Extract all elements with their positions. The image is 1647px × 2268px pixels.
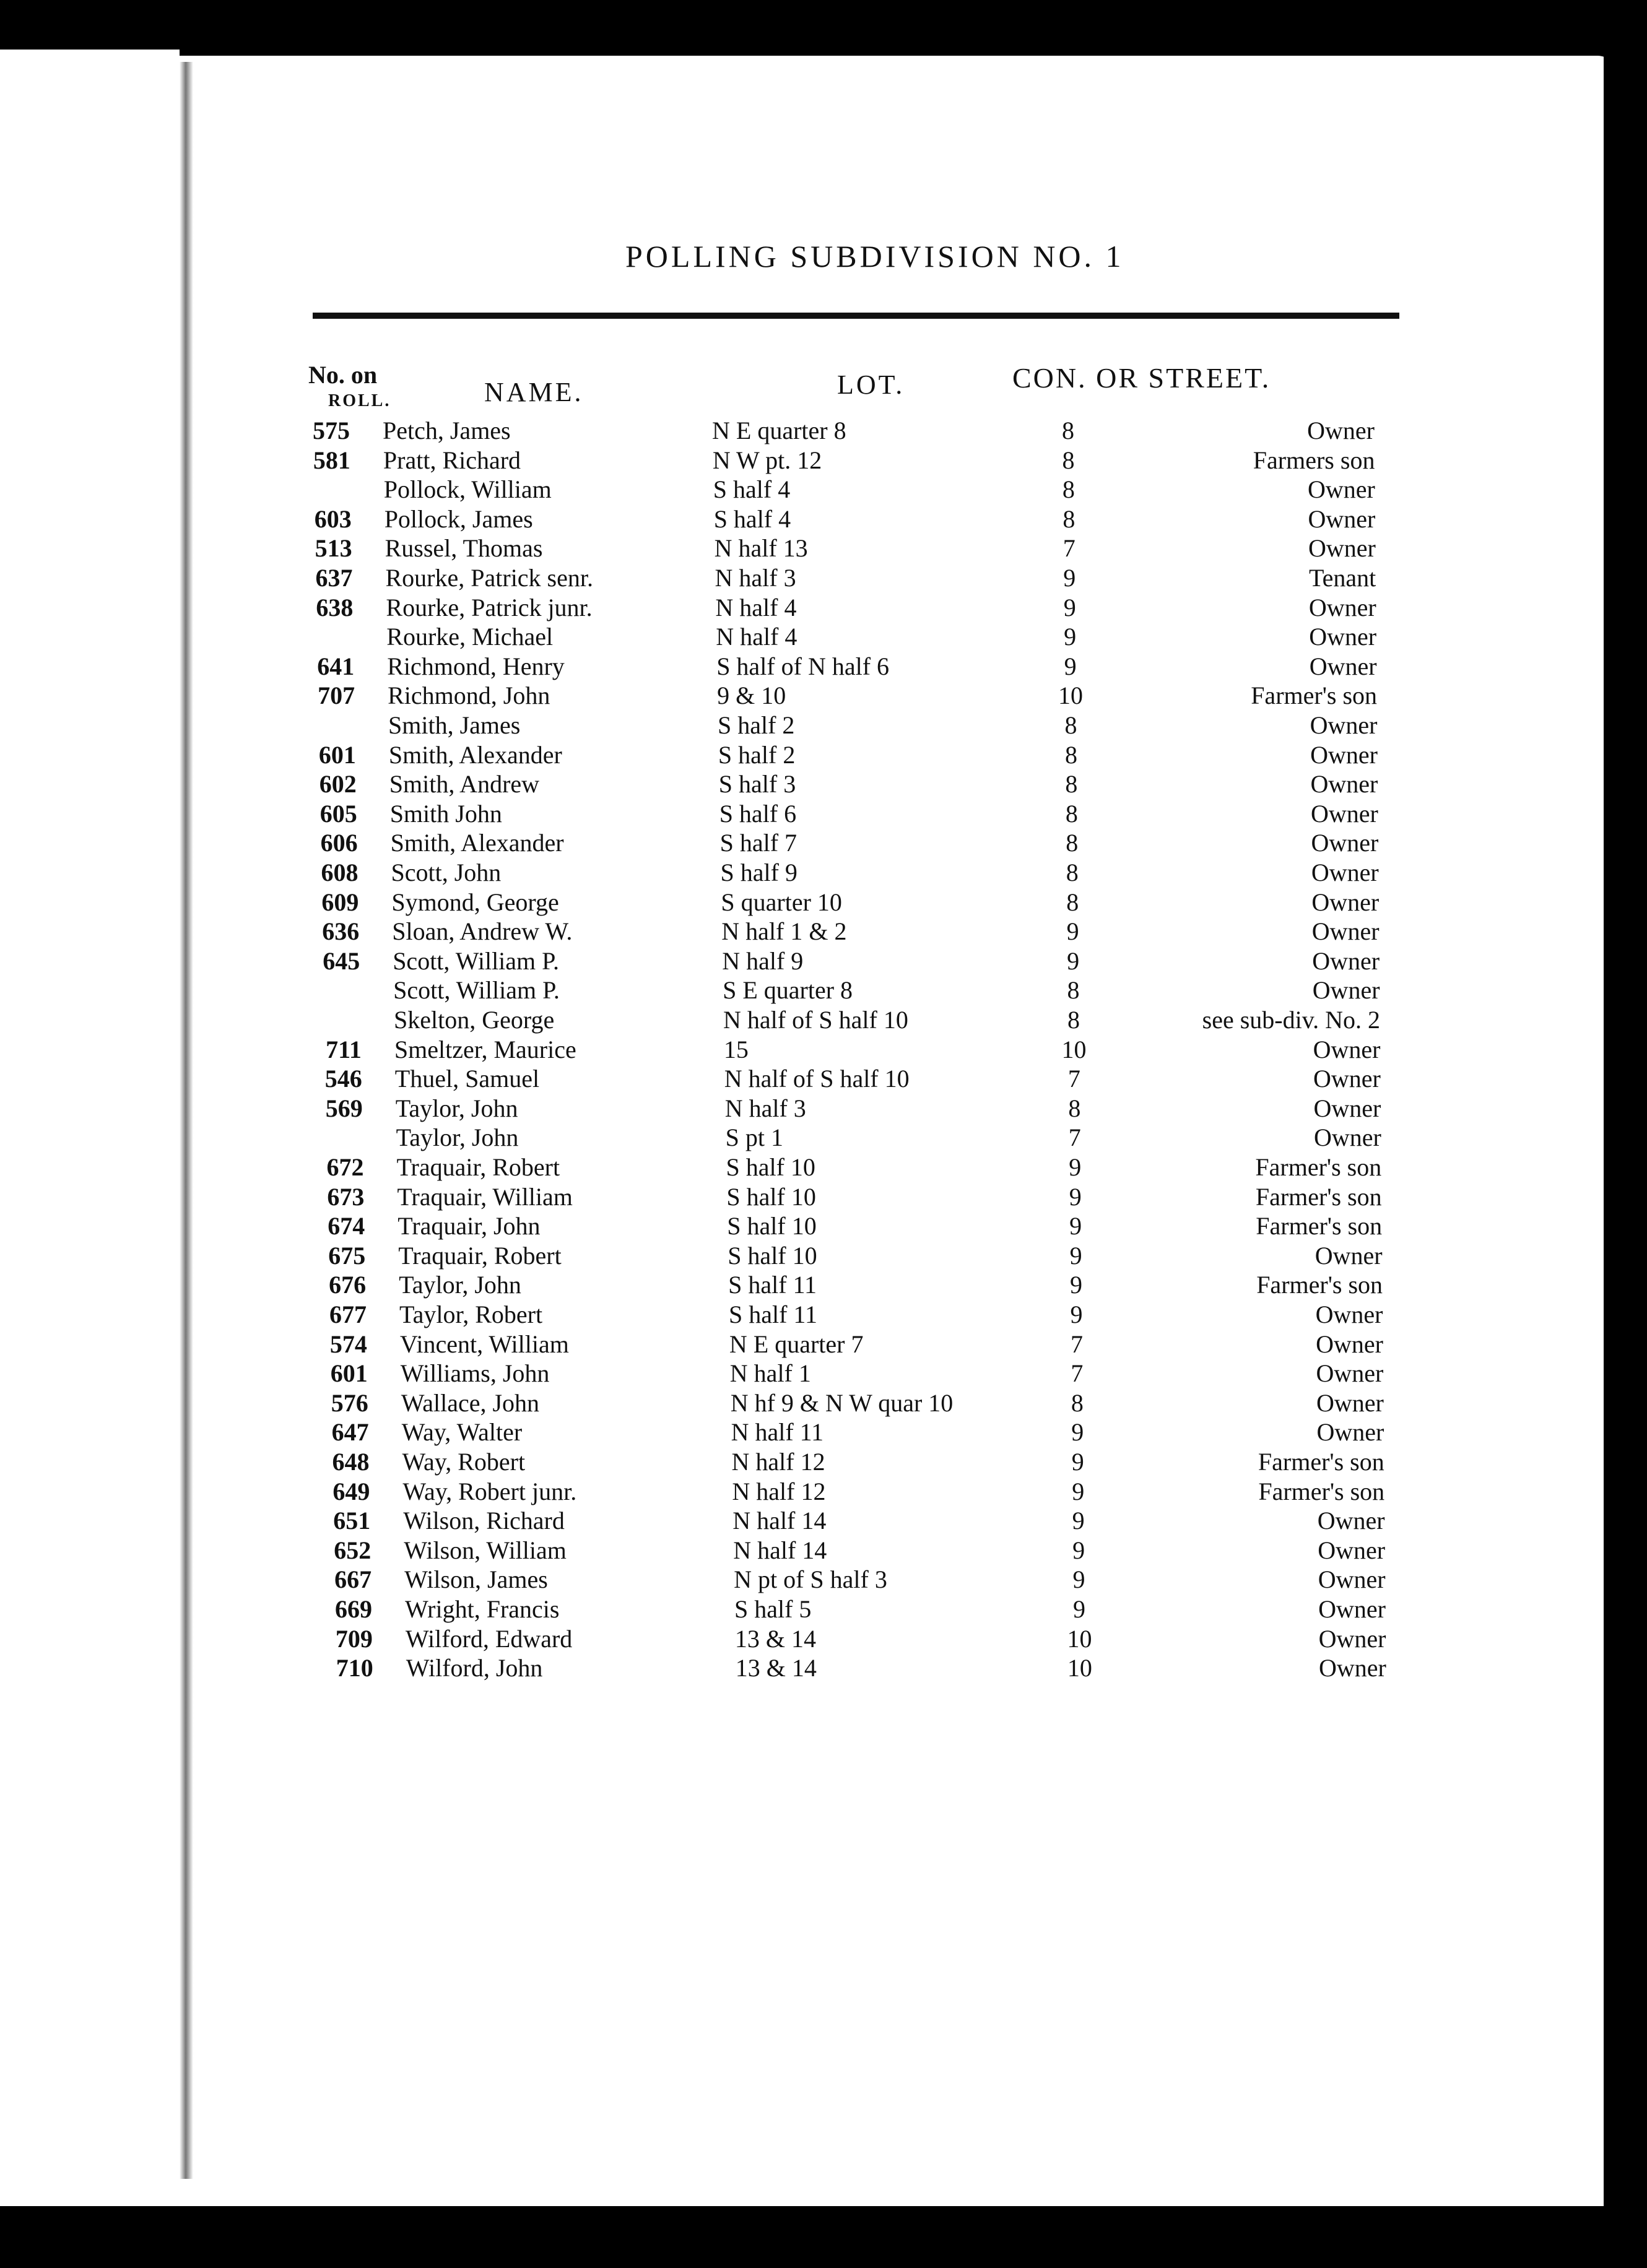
roll-cell: 673 xyxy=(327,1182,365,1211)
roll-cell: 707 xyxy=(318,682,355,710)
roll-cell: 676 xyxy=(329,1271,367,1299)
occupation-cell: Owner xyxy=(1317,1507,1385,1535)
lot-cell: N hf 9 & N W quar 10 xyxy=(730,1388,954,1417)
con-cell: 8 xyxy=(1067,976,1080,1005)
con-cell: 8 xyxy=(1064,740,1077,769)
lot-cell: S half 4 xyxy=(713,475,791,504)
occupation-cell: Owner xyxy=(1318,1595,1386,1623)
con-cell: 8 xyxy=(1066,829,1079,857)
table-row xyxy=(0,740,1647,770)
lot-cell: N half 14 xyxy=(732,1507,827,1535)
lot-cell: N pt of S half 3 xyxy=(734,1565,887,1594)
con-cell: 9 xyxy=(1071,1418,1084,1447)
roll-cell: 667 xyxy=(334,1565,372,1594)
occupation-cell: Owner xyxy=(1310,770,1378,799)
con-cell: 9 xyxy=(1070,1271,1083,1299)
occupation-cell: Owner xyxy=(1313,1123,1381,1152)
occupation-cell: Owner xyxy=(1315,1301,1383,1328)
occupation-cell: Owner xyxy=(1313,1035,1381,1063)
table-row xyxy=(0,1565,1647,1595)
con-cell: 8 xyxy=(1065,770,1078,799)
roll-cell: 606 xyxy=(320,829,358,857)
table-row xyxy=(0,946,1647,976)
occupation-cell: Farmers son xyxy=(1253,446,1375,474)
con-cell: 8 xyxy=(1067,1006,1080,1034)
lot-cell: 15 xyxy=(723,1035,749,1063)
occupation-cell: Owner xyxy=(1313,1065,1381,1093)
roll-cell: 601 xyxy=(330,1359,368,1388)
occupation-cell: Owner xyxy=(1308,504,1376,533)
table-row xyxy=(0,1653,1647,1683)
lot-cell: N half 1 xyxy=(729,1359,811,1388)
name-cell: Rourke, Patrick junr. xyxy=(386,593,593,621)
table-row xyxy=(0,534,1647,563)
roll-cell: 609 xyxy=(321,888,359,916)
con-cell: 10 xyxy=(1067,1654,1092,1682)
occupation-cell: Farmer's son xyxy=(1255,1182,1382,1211)
roll-cell: 674 xyxy=(328,1212,365,1240)
name-cell: Symond, George xyxy=(391,888,559,916)
name-cell: Wright, Francis xyxy=(405,1595,560,1623)
lot-cell: S pt 1 xyxy=(725,1123,783,1152)
table-row xyxy=(0,917,1647,946)
occupation-cell: Owner xyxy=(1309,623,1377,651)
table-row xyxy=(0,1359,1647,1388)
con-cell: 8 xyxy=(1071,1388,1084,1417)
roll-cell: 648 xyxy=(332,1448,370,1476)
table-row xyxy=(0,1300,1647,1330)
lot-cell: N half 3 xyxy=(715,564,796,592)
table-row xyxy=(0,976,1647,1005)
lot-cell: N half 3 xyxy=(724,1094,806,1122)
name-cell: Vincent, William xyxy=(399,1330,569,1358)
lot-cell: N W pt. 12 xyxy=(712,446,822,474)
occupation-cell: Owner xyxy=(1315,1241,1383,1270)
con-cell: 7 xyxy=(1071,1359,1084,1388)
table-row xyxy=(0,1123,1647,1153)
table-row xyxy=(0,711,1647,740)
scan-top-border xyxy=(0,0,1647,59)
table-row xyxy=(0,681,1647,711)
header-name: NAME. xyxy=(484,377,584,407)
table-row xyxy=(0,622,1647,652)
con-cell: 9 xyxy=(1064,652,1077,680)
occupation-cell: Owner xyxy=(1309,652,1377,680)
occupation-cell: Farmer's son xyxy=(1258,1477,1385,1505)
lot-cell: S half 10 xyxy=(728,1241,817,1270)
occupation-cell: Tenant xyxy=(1308,564,1376,592)
name-cell: Traquair, John xyxy=(398,1212,541,1240)
lot-cell: N E quarter 8 xyxy=(712,417,846,444)
roll-cell: 641 xyxy=(317,652,355,680)
lot-cell: S half 10 xyxy=(726,1153,815,1181)
occupation-cell: Owner xyxy=(1310,711,1378,739)
lot-cell: S half 9 xyxy=(720,859,797,886)
occupation-cell: Owner xyxy=(1308,593,1376,621)
roll-cell: 710 xyxy=(336,1654,373,1682)
lot-cell: S half 7 xyxy=(719,829,797,857)
con-cell: 9 xyxy=(1071,1448,1084,1476)
roll-cell: 605 xyxy=(319,799,357,828)
name-cell: Way, Walter xyxy=(401,1418,523,1447)
lot-cell: S half 2 xyxy=(718,711,795,739)
lot-cell: N half 14 xyxy=(733,1536,827,1564)
lot-cell: 13 & 14 xyxy=(734,1624,817,1653)
con-cell: 9 xyxy=(1070,1301,1083,1328)
occupation-cell: Owner xyxy=(1308,475,1375,504)
lot-cell: 9 & 10 xyxy=(717,682,786,710)
name-cell: Rourke, Michael xyxy=(386,623,554,651)
name-cell: Taylor, Robert xyxy=(399,1301,543,1328)
occupation-cell: Owner xyxy=(1308,534,1376,563)
occupation-cell: Owner xyxy=(1311,917,1380,946)
table-row xyxy=(0,1418,1647,1447)
con-cell: 9 xyxy=(1069,1241,1082,1270)
lot-cell: N half 13 xyxy=(714,534,808,563)
lot-cell: S half 4 xyxy=(713,504,791,533)
occupation-cell: Owner xyxy=(1319,1654,1386,1682)
table-row xyxy=(0,593,1647,623)
page-title: POLLING SUBDIVISION NO. 1 xyxy=(625,239,1124,274)
con-cell: 8 xyxy=(1066,888,1079,916)
name-cell: Way, Robert junr. xyxy=(402,1477,577,1505)
table-row xyxy=(0,1270,1647,1300)
roll-cell: 574 xyxy=(329,1330,367,1358)
title-rule xyxy=(313,313,1399,319)
lot-cell: S half of N half 6 xyxy=(716,652,890,680)
lot-cell: S half 3 xyxy=(718,770,796,799)
roll-cell: 675 xyxy=(328,1241,366,1270)
table-row xyxy=(0,1005,1647,1035)
header-roll-line1: No. on xyxy=(308,361,378,389)
roll-cell: 636 xyxy=(322,917,360,946)
name-cell: Smith, James xyxy=(388,711,521,739)
con-cell: 9 xyxy=(1072,1536,1085,1564)
occupation-cell: Owner xyxy=(1318,1624,1386,1653)
lot-cell: S half 2 xyxy=(718,740,796,769)
con-cell: 8 xyxy=(1062,475,1075,504)
occupation-cell: Farmer's son xyxy=(1255,1153,1382,1181)
con-cell: 7 xyxy=(1063,534,1076,563)
name-cell: Way, Robert xyxy=(402,1448,526,1476)
binding-hole xyxy=(505,38,518,52)
name-cell: Wallace, John xyxy=(401,1388,540,1417)
occupation-cell: Farmer's son xyxy=(1256,1212,1383,1240)
name-cell: Williams, John xyxy=(400,1359,550,1388)
name-cell: Smith, Andrew xyxy=(389,770,540,799)
name-cell: Taylor, John xyxy=(399,1271,521,1299)
occupation-cell: Owner xyxy=(1310,740,1378,769)
roll-cell: 638 xyxy=(316,593,354,621)
occupation-cell: Owner xyxy=(1311,859,1379,886)
table-row xyxy=(0,416,1647,446)
con-cell: 8 xyxy=(1065,799,1078,828)
roll-cell: 608 xyxy=(321,859,359,886)
lot-cell: N half 9 xyxy=(722,946,804,975)
name-cell: Pollock, James xyxy=(384,504,533,533)
lot-cell: N half 12 xyxy=(731,1448,825,1476)
name-cell: Wilson, William xyxy=(404,1536,567,1564)
occupation-cell: Owner xyxy=(1312,976,1380,1005)
header-roll-line2: ROLL. xyxy=(328,391,391,410)
roll-cell: 601 xyxy=(318,740,356,769)
name-cell: Smeltzer, Maurice xyxy=(394,1035,576,1063)
con-cell: 9 xyxy=(1067,946,1080,975)
occupation-cell: Farmer's son xyxy=(1258,1448,1384,1476)
con-cell: 9 xyxy=(1063,593,1076,621)
lot-cell: S E quarter 8 xyxy=(723,976,853,1005)
name-cell: Rourke, Patrick senr. xyxy=(385,564,593,592)
table-row xyxy=(0,1241,1647,1271)
roll-cell: 649 xyxy=(332,1477,370,1505)
occupation-cell: see sub-div. No. 2 xyxy=(1202,1006,1380,1034)
scan-bottom-border xyxy=(0,2206,1647,2268)
table-row xyxy=(0,652,1647,682)
header-lot: LOT. xyxy=(837,370,905,400)
con-cell: 10 xyxy=(1058,682,1084,710)
lot-cell: N half 11 xyxy=(731,1418,824,1447)
occupation-cell: Owner xyxy=(1307,417,1375,444)
table-row xyxy=(0,888,1647,917)
name-cell: Wilford, John xyxy=(406,1654,543,1682)
roll-cell: 651 xyxy=(333,1507,371,1535)
occupation-cell: Owner xyxy=(1310,799,1378,828)
con-cell: 8 xyxy=(1066,859,1079,886)
con-cell: 9 xyxy=(1073,1595,1085,1623)
lot-cell: N half 4 xyxy=(716,623,797,651)
roll-cell: 647 xyxy=(331,1418,369,1447)
name-cell: Traquair, Robert xyxy=(396,1153,560,1181)
table-row xyxy=(0,1330,1647,1359)
con-cell: 9 xyxy=(1072,1477,1085,1505)
con-cell: 8 xyxy=(1062,446,1075,474)
table-row xyxy=(0,504,1647,534)
lot-cell: S half 11 xyxy=(729,1301,817,1328)
name-cell: Sloan, Andrew W. xyxy=(392,917,573,946)
lot-cell: N half of S half 10 xyxy=(723,1006,908,1034)
table-row xyxy=(0,563,1647,593)
roll-cell: 581 xyxy=(313,446,350,474)
roll-cell: 575 xyxy=(313,417,350,444)
con-cell: 8 xyxy=(1063,504,1076,533)
table-row xyxy=(0,1094,1647,1123)
con-cell: 9 xyxy=(1063,564,1076,592)
name-cell: Taylor, John xyxy=(396,1123,519,1152)
occupation-cell: Owner xyxy=(1313,1094,1381,1122)
con-cell: 7 xyxy=(1068,1123,1081,1152)
con-cell: 7 xyxy=(1070,1330,1083,1358)
con-cell: 9 xyxy=(1069,1182,1082,1211)
header-con: CON. OR STREET. xyxy=(1012,362,1271,394)
lot-cell: N half 4 xyxy=(715,593,797,621)
con-cell: 9 xyxy=(1072,1565,1085,1594)
table-row xyxy=(0,1536,1647,1565)
name-cell: Richmond, John xyxy=(388,682,550,710)
con-cell: 9 xyxy=(1066,917,1079,946)
table-row xyxy=(0,799,1647,829)
con-cell: 9 xyxy=(1072,1507,1085,1535)
name-cell: Taylor, John xyxy=(395,1094,518,1122)
table-row xyxy=(0,1624,1647,1654)
occupation-cell: Owner xyxy=(1316,1388,1384,1417)
table-row xyxy=(0,769,1647,799)
table-row xyxy=(0,828,1647,858)
roll-cell: 645 xyxy=(323,946,360,975)
name-cell: Richmond, Henry xyxy=(387,652,565,680)
con-cell: 9 xyxy=(1064,623,1077,651)
lot-cell: N half 1 & 2 xyxy=(721,917,847,946)
occupation-cell: Owner xyxy=(1316,1418,1384,1447)
occupation-cell: Owner xyxy=(1311,829,1379,857)
name-cell: Scott, William P. xyxy=(393,976,560,1005)
name-cell: Smith, Alexander xyxy=(390,829,564,857)
table-row xyxy=(0,1153,1647,1182)
name-cell: Traquair, Robert xyxy=(398,1241,562,1270)
table-row xyxy=(0,1506,1647,1536)
roll-cell: 672 xyxy=(326,1153,364,1181)
name-cell: Wilson, James xyxy=(404,1565,548,1594)
lot-cell: S half 10 xyxy=(727,1212,817,1240)
con-cell: 7 xyxy=(1067,1065,1080,1093)
roll-cell: 652 xyxy=(334,1536,372,1564)
name-cell: Smith, Alexander xyxy=(388,740,562,769)
table-row xyxy=(0,1388,1647,1418)
occupation-cell: Owner xyxy=(1318,1565,1386,1594)
roll-cell: 576 xyxy=(331,1388,368,1417)
con-cell: 9 xyxy=(1069,1212,1082,1240)
roll-cell: 603 xyxy=(314,504,352,533)
name-cell: Wilson, Richard xyxy=(403,1507,565,1535)
name-cell: Russel, Thomas xyxy=(385,534,543,563)
name-cell: Wilford, Edward xyxy=(405,1624,573,1653)
con-cell: 10 xyxy=(1061,1035,1087,1063)
roll-cell: 711 xyxy=(326,1035,362,1063)
name-cell: Pollock, William xyxy=(383,475,552,504)
lot-cell: S half 11 xyxy=(728,1271,817,1299)
table-row xyxy=(0,1447,1647,1477)
table-row xyxy=(0,1477,1647,1507)
lot-cell: N half 12 xyxy=(732,1477,826,1505)
roll-cell: 569 xyxy=(325,1094,363,1122)
table-row xyxy=(0,1182,1647,1212)
roll-cell: 677 xyxy=(329,1301,367,1328)
name-cell: Scott, John xyxy=(391,859,502,886)
con-cell: 10 xyxy=(1067,1624,1092,1653)
roll-cell: 669 xyxy=(335,1595,372,1623)
lot-cell: N half of S half 10 xyxy=(724,1065,910,1093)
lot-cell: S half 6 xyxy=(719,799,797,828)
name-cell: Traquair, William xyxy=(397,1182,573,1211)
occupation-cell: Owner xyxy=(1312,946,1380,975)
table-row xyxy=(0,1064,1647,1094)
table-row xyxy=(0,446,1647,475)
name-cell: Petch, James xyxy=(383,417,511,444)
name-cell: Thuel, Samuel xyxy=(394,1065,540,1093)
table-row xyxy=(0,858,1647,888)
name-cell: Scott, William P. xyxy=(393,946,559,975)
lot-cell: S quarter 10 xyxy=(721,888,842,916)
name-cell: Smith John xyxy=(389,799,502,828)
lot-cell: 13 & 14 xyxy=(735,1654,817,1682)
table-row xyxy=(0,1595,1647,1624)
con-cell: 8 xyxy=(1062,417,1074,444)
roll-cell: 602 xyxy=(319,770,357,799)
table-row xyxy=(0,1211,1647,1241)
con-cell: 9 xyxy=(1069,1153,1082,1181)
lot-cell: N E quarter 7 xyxy=(729,1330,864,1358)
roll-cell: 709 xyxy=(335,1624,373,1653)
table-row xyxy=(0,475,1647,504)
occupation-cell: Owner xyxy=(1318,1536,1386,1564)
occupation-cell: Owner xyxy=(1316,1359,1384,1388)
occupation-cell: Owner xyxy=(1316,1330,1383,1358)
con-cell: 8 xyxy=(1064,711,1077,739)
lot-cell: S half 5 xyxy=(734,1595,812,1623)
table-row xyxy=(0,1035,1647,1065)
occupation-cell: Farmer's son xyxy=(1256,1271,1383,1299)
con-cell: 8 xyxy=(1068,1094,1081,1122)
occupation-cell: Owner xyxy=(1311,888,1380,916)
roll-cell: 546 xyxy=(324,1065,362,1093)
roll-cell: 513 xyxy=(315,534,352,563)
occupation-cell: Farmer's son xyxy=(1251,682,1378,710)
lot-cell: S half 10 xyxy=(726,1182,816,1211)
name-cell: Skelton, George xyxy=(394,1006,555,1034)
name-cell: Pratt, Richard xyxy=(383,446,521,474)
roll-cell: 637 xyxy=(315,564,353,592)
